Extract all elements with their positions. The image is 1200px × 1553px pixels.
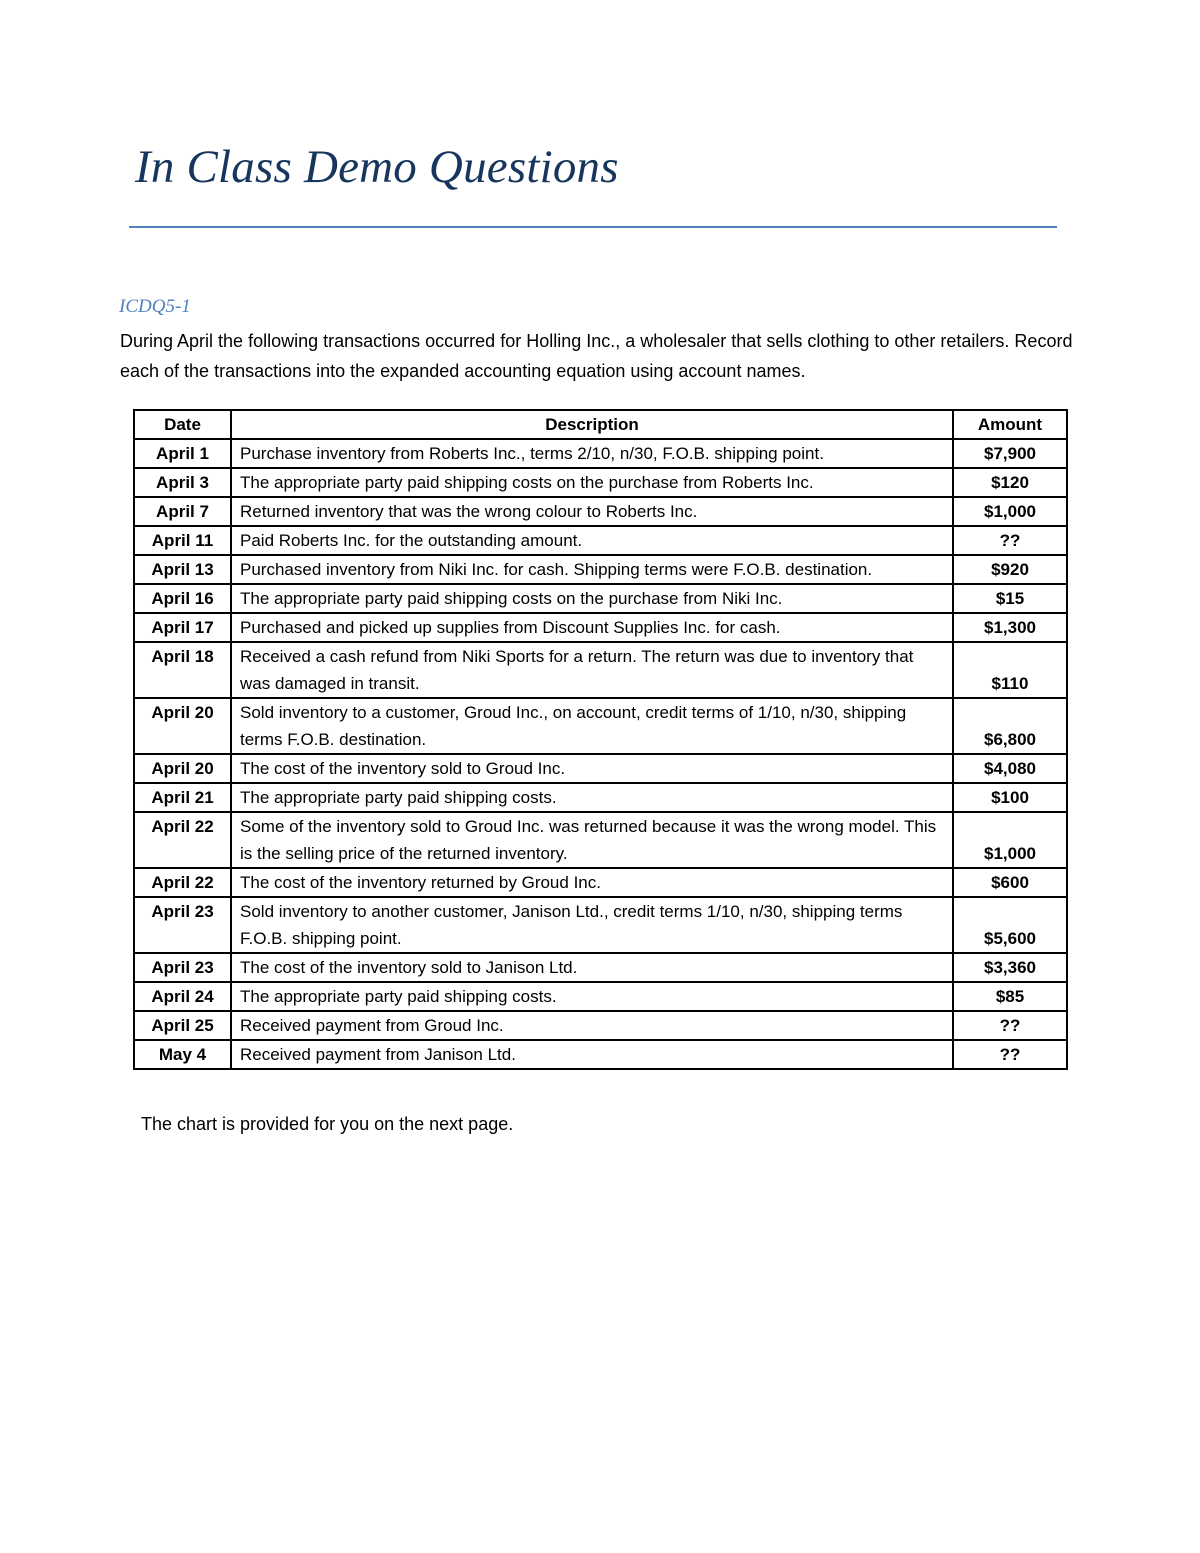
row-date: April 7 bbox=[134, 497, 231, 526]
row-amount: $3,360 bbox=[953, 953, 1067, 982]
row-description: Paid Roberts Inc. for the outstanding amount. bbox=[231, 526, 953, 555]
table-row bbox=[134, 754, 1067, 783]
header-description: Description bbox=[231, 410, 953, 439]
row-date: April 16 bbox=[134, 584, 231, 613]
table-row bbox=[134, 812, 1067, 868]
row-description: Sold inventory to a customer, Groud Inc., on account, credit terms of 1/10, n/30, shipping terms F.O.B. destination. bbox=[231, 698, 953, 754]
row-amount: ?? bbox=[953, 1011, 1067, 1040]
table-header-row bbox=[134, 410, 1067, 439]
row-date: April 23 bbox=[134, 897, 231, 953]
row-date: April 23 bbox=[134, 953, 231, 982]
table-row bbox=[134, 953, 1067, 982]
row-date: April 17 bbox=[134, 613, 231, 642]
header-date: Date bbox=[134, 410, 231, 439]
row-date: April 22 bbox=[134, 812, 231, 868]
row-description: Received a cash refund from Niki Sports for a return. The return was due to inventory that was damaged in transit. bbox=[231, 642, 953, 698]
header-amount: Amount bbox=[953, 410, 1067, 439]
row-date: April 20 bbox=[134, 698, 231, 754]
row-amount: $4,080 bbox=[953, 754, 1067, 783]
row-date: April 13 bbox=[134, 555, 231, 584]
table-row bbox=[134, 439, 1067, 468]
row-amount: $100 bbox=[953, 783, 1067, 812]
row-amount: $85 bbox=[953, 982, 1067, 1011]
row-date: April 25 bbox=[134, 1011, 231, 1040]
row-description: Sold inventory to another customer, Janison Ltd., credit terms 1/10, n/30, shipping terms F.O.B. shipping point. bbox=[231, 897, 953, 953]
row-amount: $7,900 bbox=[953, 439, 1067, 468]
table-row bbox=[134, 642, 1067, 698]
footer-note: The chart is provided for you on the next page. bbox=[141, 1114, 514, 1134]
row-amount: $920 bbox=[953, 555, 1067, 584]
row-date: April 3 bbox=[134, 468, 231, 497]
table-row bbox=[134, 698, 1067, 754]
title-divider bbox=[129, 226, 1057, 228]
row-amount: ?? bbox=[953, 1040, 1067, 1069]
row-amount: $15 bbox=[953, 584, 1067, 613]
row-description: The appropriate party paid shipping costs on the purchase from Roberts Inc. bbox=[231, 468, 953, 497]
row-date: April 21 bbox=[134, 783, 231, 812]
transactions-table bbox=[133, 409, 1068, 1070]
table-row bbox=[134, 783, 1067, 812]
page-title: In Class Demo Questions bbox=[135, 141, 619, 193]
row-amount: $1,000 bbox=[953, 812, 1067, 868]
row-date: April 18 bbox=[134, 642, 231, 698]
row-date: April 1 bbox=[134, 439, 231, 468]
row-description: Returned inventory that was the wrong colour to Roberts Inc. bbox=[231, 497, 953, 526]
row-description: The cost of the inventory sold to Janison Ltd. bbox=[231, 953, 953, 982]
table-row bbox=[134, 897, 1067, 953]
table-row bbox=[134, 555, 1067, 584]
row-amount: $110 bbox=[953, 642, 1067, 698]
table-row bbox=[134, 1011, 1067, 1040]
row-description: The appropriate party paid shipping costs. bbox=[231, 982, 953, 1011]
row-description: Purchased inventory from Niki Inc. for cash. Shipping terms were F.O.B. destination. bbox=[231, 555, 953, 584]
row-amount: $5,600 bbox=[953, 897, 1067, 953]
table-row bbox=[134, 526, 1067, 555]
table-row bbox=[134, 497, 1067, 526]
row-amount: $600 bbox=[953, 868, 1067, 897]
question-id: ICDQ5-1 bbox=[119, 296, 191, 317]
row-description: Received payment from Groud Inc. bbox=[231, 1011, 953, 1040]
row-description: Purchased and picked up supplies from Discount Supplies Inc. for cash. bbox=[231, 613, 953, 642]
row-date: April 11 bbox=[134, 526, 231, 555]
row-description: Some of the inventory sold to Groud Inc. was returned because it was the wrong model. This is the selling price of the returned inventory. bbox=[231, 812, 953, 868]
row-amount: $1,000 bbox=[953, 497, 1067, 526]
table-row bbox=[134, 584, 1067, 613]
row-amount: $1,300 bbox=[953, 613, 1067, 642]
table-row bbox=[134, 468, 1067, 497]
row-date: May 4 bbox=[134, 1040, 231, 1069]
row-date: April 22 bbox=[134, 868, 231, 897]
table-row bbox=[134, 868, 1067, 897]
row-description: Purchase inventory from Roberts Inc., terms 2/10, n/30, F.O.B. shipping point. bbox=[231, 439, 953, 468]
row-description: The cost of the inventory sold to Groud Inc. bbox=[231, 754, 953, 783]
question-intro: During April the following transactions occurred for Holling Inc., a wholesaler that sells clothing to other retailers. Record each of the transactions into the expanded accounting equation using account names. bbox=[120, 331, 1073, 381]
row-amount: $6,800 bbox=[953, 698, 1067, 754]
row-description: The appropriate party paid shipping costs on the purchase from Niki Inc. bbox=[231, 584, 953, 613]
row-date: April 24 bbox=[134, 982, 231, 1011]
table-row bbox=[134, 613, 1067, 642]
row-description: The cost of the inventory returned by Groud Inc. bbox=[231, 868, 953, 897]
row-amount: ?? bbox=[953, 526, 1067, 555]
row-amount: $120 bbox=[953, 468, 1067, 497]
row-description: Received payment from Janison Ltd. bbox=[231, 1040, 953, 1069]
table-row bbox=[134, 982, 1067, 1011]
table-row bbox=[134, 1040, 1067, 1069]
row-description: The appropriate party paid shipping costs. bbox=[231, 783, 953, 812]
row-date: April 20 bbox=[134, 754, 231, 783]
